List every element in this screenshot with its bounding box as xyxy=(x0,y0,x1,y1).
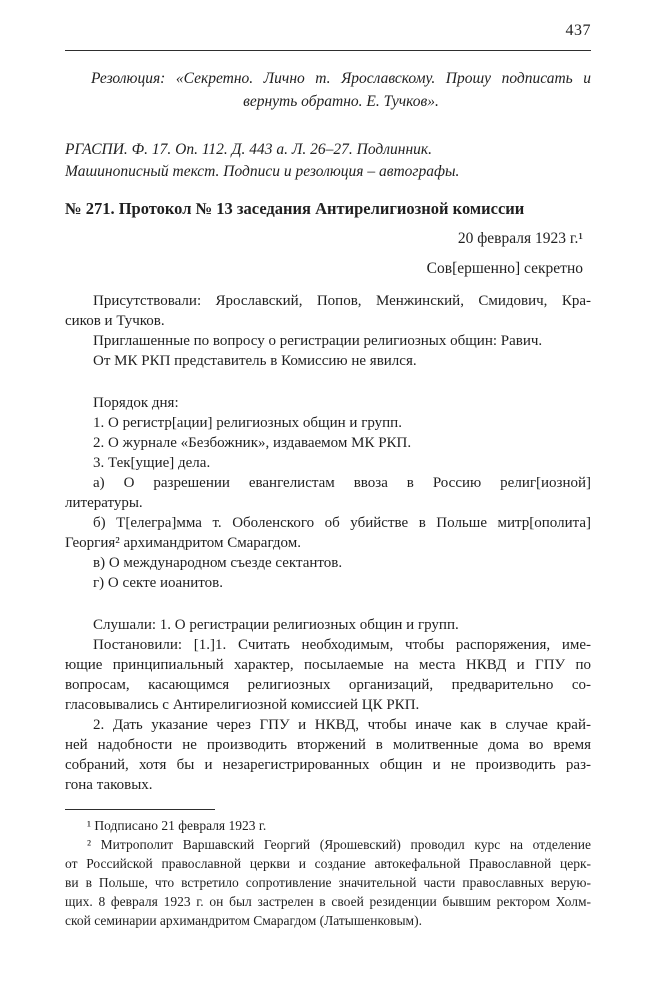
paragraph xyxy=(65,513,591,553)
paragraph xyxy=(65,413,591,433)
text-line: ¹ Подписано 21 февраля 1923 г. xyxy=(87,818,267,833)
paragraph xyxy=(65,715,591,795)
paragraph xyxy=(65,573,591,593)
paragraph xyxy=(65,473,591,513)
text-line: Приглашенные по вопросу о регистрации религиозных общин: Равич. xyxy=(93,333,543,349)
paragraph xyxy=(65,331,591,351)
text-line: а) О разрешении евангелистам ввоза в Россию религ[иозной] xyxy=(93,475,591,491)
footnote-rule xyxy=(65,809,215,810)
page-number: 437 xyxy=(565,22,591,39)
text-line: 2. О журнале «Безбожник», издаваемом МК РКП. xyxy=(93,435,412,451)
text-line: Машинописный текст. Подписи и резолюция – автографы. xyxy=(65,163,460,180)
page-content xyxy=(65,20,591,930)
paragraph xyxy=(65,291,591,331)
text-line: 3. Тек[ущие] дела. xyxy=(93,455,211,471)
text-line: 2. Дать указание через ГПУ и НКВД, чтобы иначе как в случае край- xyxy=(93,717,591,733)
text-line: Присутствовали: Ярославский, Попов, Менжинский, Смидович, Кра- xyxy=(93,293,591,309)
text-line: ющие принципиальный характер, посылаемые на места НКВД и ГПУ по xyxy=(65,657,591,673)
document-title: № 271. Протокол № 13 заседания Антирелигиозной комиссии xyxy=(65,199,525,218)
paragraph xyxy=(65,433,591,453)
text-line: гона таковых. xyxy=(65,777,153,793)
document-date: 20 февраля 1923 г.¹ xyxy=(457,230,583,247)
text-line: в) О международном съезде сектантов. xyxy=(93,555,343,571)
paragraph xyxy=(65,816,591,835)
header-rule xyxy=(65,50,591,51)
text-line: г) О секте иоанитов. xyxy=(93,575,223,591)
text-line: От МК РКП представитель в Комиссию не явился. xyxy=(93,353,417,369)
text-line: Резолюция: «Секретно. Лично т. Ярославскому. Прошу подписать и xyxy=(91,70,591,87)
text-line: 1. О регистр[ации] религиозных общин и групп. xyxy=(93,415,402,431)
text-line: ² Митрополит Варшавский Георгий (Ярошевский) проводил курс на отделение xyxy=(87,837,591,852)
text-line: Постановили: [1.]1. Считать необходимым, чтобы распоряжения, име- xyxy=(93,637,591,653)
text-line: ней надобности не производить вторжений в молитвенные дома во время xyxy=(65,737,591,753)
paragraph xyxy=(65,453,591,473)
text-line: РГАСПИ. Ф. 17. Оп. 112. Д. 443 а. Л. 26–27. Подлинник. xyxy=(65,141,433,158)
text-line: ви в Польше, что встретило сопротивление значительной части православных верую- xyxy=(65,875,591,890)
footnotes-section xyxy=(65,816,591,930)
archive-reference xyxy=(65,139,591,183)
paragraph xyxy=(65,393,591,413)
text-line: гласовывались с Антирелигиозной комиссией ЦК РКП. xyxy=(65,697,420,713)
text-line: ской семинарии архимандритом Смарагдом (Латышенковым). xyxy=(65,913,422,928)
text-line: литературы. xyxy=(65,495,143,511)
text-line: щих. 8 февраля 1923 г. он был застрелен в своей резиденции бывшим ректором Холм- xyxy=(65,894,591,909)
text-line: вернуть обратно. Е. Тучков». xyxy=(243,93,439,110)
resolution-note xyxy=(65,67,591,113)
text-line: собраний, хотя бы и незарегистрированных общин и не производить раз- xyxy=(65,757,591,773)
paragraph xyxy=(65,351,591,371)
document-body xyxy=(65,291,591,795)
text-line: сиков и Тучков. xyxy=(65,313,165,329)
text-line: б) Т[елегра]мма т. Оболенского об убийстве в Польше митр[ополита] xyxy=(93,515,591,531)
paragraph xyxy=(65,553,591,573)
text-line: вопросам, касающимся религиозных организаций, предварительно со- xyxy=(65,677,591,693)
text-line: от Российской православной церкви и создание автокефальной Православной церк- xyxy=(65,856,591,871)
text-line: Георгия² архимандритом Смарагдом. xyxy=(65,535,301,551)
paragraph xyxy=(65,635,591,715)
paragraph xyxy=(65,835,591,930)
classification-stamp: Сов[ершенно] секретно xyxy=(426,260,583,277)
paragraph xyxy=(65,615,591,635)
text-line: Порядок дня: xyxy=(93,395,179,411)
text-line: Слушали: 1. О регистрации религиозных общин и групп. xyxy=(93,617,459,633)
